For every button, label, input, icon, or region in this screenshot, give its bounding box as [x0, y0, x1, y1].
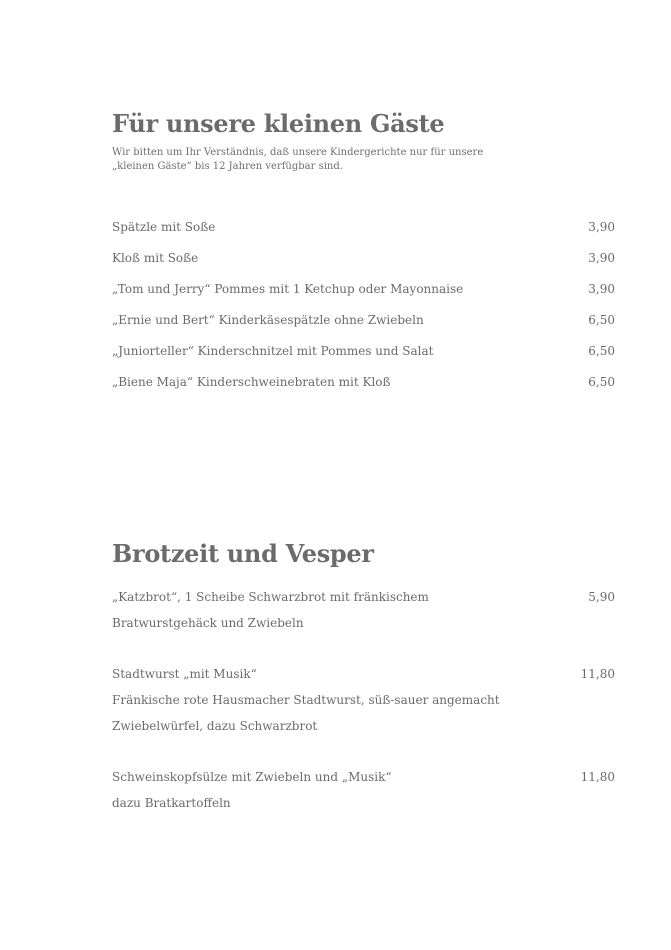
menu-item-price: 6,50 [588, 313, 615, 327]
menu-item-name: Schweinskopfsülze mit Zwiebeln und „Musik“ [112, 770, 392, 784]
menu-item-name: „Tom und Jerry“ Pommes mit 1 Ketchup oder Mayonnaise [112, 282, 464, 296]
menu-item-name: Kloß mit Soße [112, 251, 199, 265]
menu-item-price: 3,90 [588, 251, 615, 265]
menu-item-price: 5,90 [588, 590, 615, 604]
menu-item-name: „Katzbrot“, 1 Scheibe Schwarzbrot mit fränkischem [112, 590, 429, 604]
brotzeit-section-title: Brotzeit und Vesper [112, 539, 374, 568]
menu-item [112, 212, 615, 243]
menu-item-price: 11,80 [580, 770, 615, 784]
brotzeit-section [112, 538, 615, 841]
menu-item [112, 764, 615, 816]
menu-item-description: Zwiebelwürfel, dazu Schwarzbrot [112, 719, 318, 733]
menu-item [112, 274, 615, 305]
menu-item-price: 3,90 [588, 282, 615, 296]
menu-item-price: 6,50 [588, 375, 615, 389]
menu-item [112, 584, 615, 636]
menu-item-price: 11,80 [580, 667, 615, 681]
menu-item-price: 3,90 [588, 220, 615, 234]
kids-section [112, 108, 615, 398]
menu-item-price: 6,50 [588, 344, 615, 358]
menu-item [112, 305, 615, 336]
intro-line: „kleinen Gäste“ bis 12 Jahren verfügbar sind. [112, 161, 343, 172]
menu-item-name: „Biene Maja“ Kinderschweinebraten mit Kloß [112, 375, 391, 389]
menu-item-description: Bratwurstgehäck und Zwiebeln [112, 616, 304, 630]
intro-line: Wir bitten um Ihr Verständnis, daß unsere Kindergerichte nur für unsere [112, 147, 484, 158]
menu-item [112, 367, 615, 398]
kids-menu-list [112, 212, 615, 398]
menu-item-description: dazu Bratkartoffeln [112, 796, 231, 810]
menu-item-name: Stadtwurst „mit Musik“ [112, 667, 257, 681]
menu-item [112, 243, 615, 274]
brotzeit-menu-list [112, 584, 615, 816]
menu-item-description: Fränkische rote Hausmacher Stadtwurst, süß-sauer angemacht [112, 693, 500, 707]
kids-section-title: Für unsere kleinen Gäste [112, 109, 445, 138]
menu-item-name: Spätzle mit Soße [112, 220, 216, 234]
kids-section-intro [112, 146, 615, 174]
menu-item [112, 336, 615, 367]
menu-item-name: „Juniorteller“ Kinderschnitzel mit Pommes und Salat [112, 344, 434, 358]
menu-item-name: „Ernie und Bert“ Kinderkäsespätzle ohne Zwiebeln [112, 313, 424, 327]
menu-item [112, 661, 615, 739]
